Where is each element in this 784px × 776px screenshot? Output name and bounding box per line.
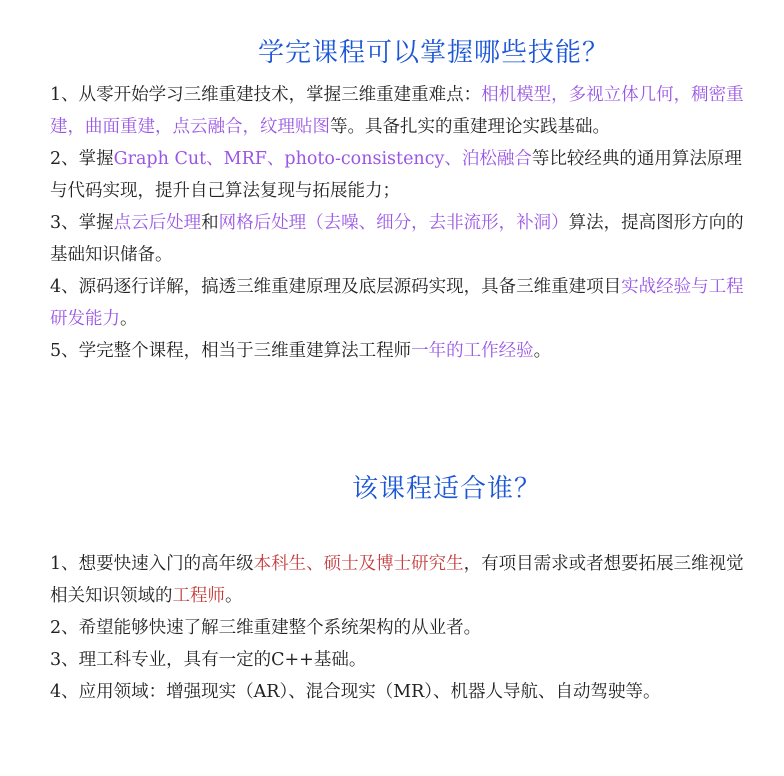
text-segment: 等。具备扎实的重建理论实践基础。 <box>330 117 610 137</box>
text-segment: ，有项目需求或者想要拓展三维视觉相关知识领域的 <box>50 554 744 606</box>
text-segment: 2、掌握 <box>50 149 114 169</box>
highlighted-text: 一年的工作经验 <box>411 341 534 361</box>
section-1-title: 学完课程可以掌握哪些技能？ <box>258 38 610 68</box>
text-segment: 等比较经典的通用算法原理与代码实现，提升自己算法复现与拓展能力； <box>50 149 742 201</box>
list-item <box>50 79 750 143</box>
list-item <box>50 548 750 612</box>
list-item <box>50 207 750 271</box>
text-segment: 2、希望能够快速了解三维重建整个系统架构的从业者。 <box>50 618 482 638</box>
section-2-title: 该课程适合谁？ <box>352 474 542 504</box>
text-segment: 4、应用领域：增强现实（AR）、混合现实（MR）、机器人导航、自动驾驶等。 <box>50 682 661 702</box>
list-item <box>50 644 750 676</box>
text-segment: 1、想要快速入门的高年级 <box>50 554 254 574</box>
text-segment: 。 <box>533 341 552 361</box>
highlighted-text: 相机模型，多视立体几何，稠密重建，曲面重建，点云融合，纹理贴图 <box>50 85 744 137</box>
highlighted-text: 工程师 <box>172 586 225 606</box>
text-segment: 1、从零开始学习三维重建技术，掌握三维重建重难点： <box>50 85 482 105</box>
text-segment: 5、学完整个课程，相当于三维重建算法工程师 <box>50 341 412 361</box>
text-segment: 4、源码逐行详解，搞透三维重建原理及底层源码实现，具备三维重建项目 <box>50 277 622 297</box>
text-segment: 3、理工科专业，具有一定的C++基础。 <box>50 650 367 670</box>
list-item <box>50 676 750 708</box>
highlighted-text: 点云后处理 <box>113 213 202 233</box>
list-item <box>50 335 750 367</box>
text-segment: 算法，提高图形方向的基础知识储备。 <box>50 213 744 265</box>
skills-list <box>50 79 750 367</box>
highlighted-text: 实战经验与工程研发能力 <box>50 277 744 329</box>
list-item <box>50 143 750 207</box>
highlighted-text: Graph Cut、MRF、photo-consistency、泊松融合 <box>113 149 532 169</box>
highlighted-text: 网格后处理（去噪、细分，去非流形，补洞） <box>218 213 569 233</box>
list-item <box>50 271 750 335</box>
text-segment: 。 <box>225 586 243 606</box>
highlighted-text: 本科生、硕士及博士研究生 <box>253 554 464 574</box>
text-segment: 3、掌握 <box>50 213 114 233</box>
text-segment: 和 <box>201 213 219 233</box>
text-segment: 。 <box>120 309 138 329</box>
audience-list <box>50 548 750 708</box>
list-item <box>50 612 750 644</box>
